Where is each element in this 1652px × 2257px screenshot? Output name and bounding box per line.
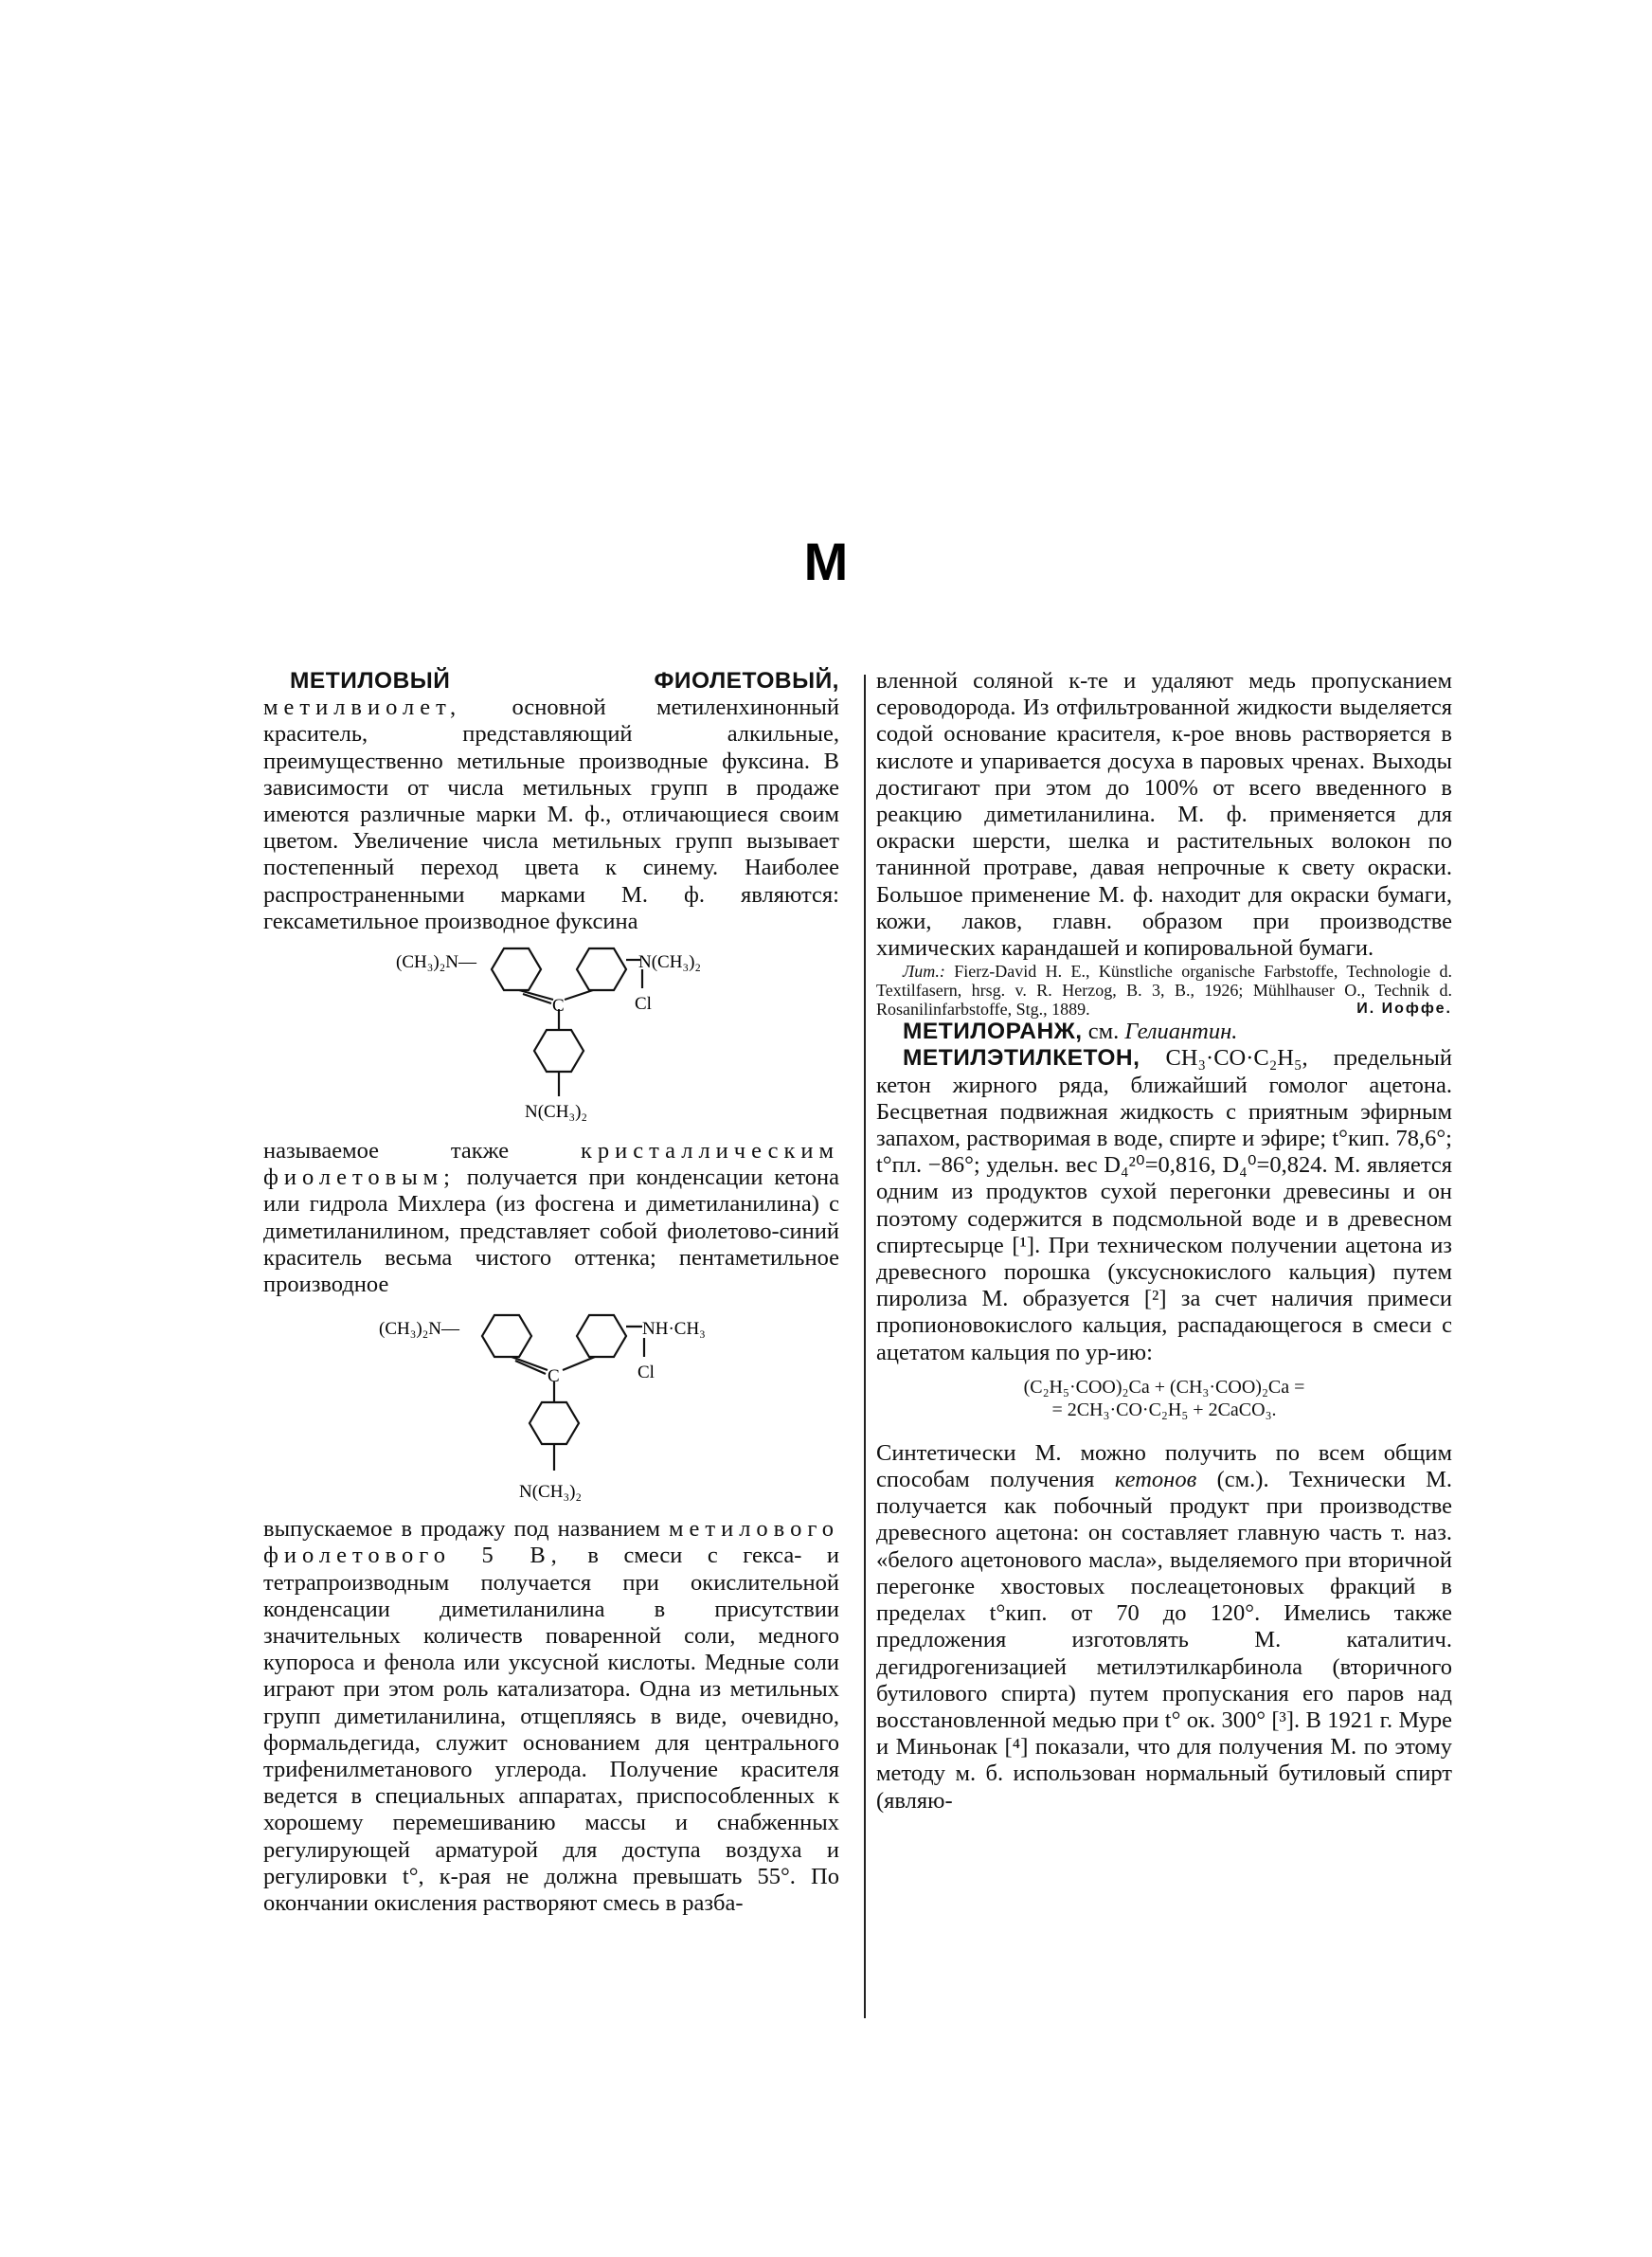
benzene-ring-bottom: [530, 1402, 579, 1444]
entry-heading-metil-violet: МЕТИЛОВЫЙ ФИОЛЕТОВЫЙ,: [290, 668, 839, 694]
paragraph-methyl-violet-5b: выпускаемое в продажу под названием метилового фиолетового 5 B, в смеси с гекса- и тетрапроизводным получается при окислительной конденсации диметиланилина в присутствии значительных количеств поваренной соли, медного купороса и фенола или уксусной кислоты. Медные соли играют при этом роль катализатора. Одна из метильных групп диметиланилина, отщепляясь в виде, очевидно, формальдегида, служит основанием для центрального трифенилметанового углерода. Получение красителя ведется в специальных аппаратах, приспособленных к хорошему перемешиванию массы и снабженных регулирующей арматурой для доступа воздуха и регулировки t°, к-рая не должна превышать 55°. По окончании окисления растворяют смесь в разба-: [263, 1516, 840, 1917]
reaction-equation: [876, 1376, 1452, 1421]
term-spaced: кристаллическим фиолетовым;: [263, 1138, 839, 1191]
literature-block: [876, 962, 1452, 1019]
central-carbon: C: [548, 1366, 560, 1387]
entry-metiloranzh: МЕТИЛОРАНЖ, см. Гелиантин.: [903, 1019, 1238, 1045]
author-signature: И. Иоффе.: [1356, 1001, 1452, 1018]
paragraph-text: основной метиленхинонный краситель, представляющий алкильные, преимущественно метильные производные фуксина. В зависимости от числа метильных групп в продаже имеются различные марки М. ф., отличающиеся своим цветом. Увеличение числа метильных групп вызывает постепенный переход цвета к синему. Наиболее распространенными марками М. ф. являются: гексаметильное производное фуксина: [263, 695, 839, 934]
literature-text: Fierz-David H. E., Künstliche organische Farbstoffe, Technologie d. Textilfasern, hrsg. v. R. Herzog, B. 3, B., 1926; Mühlhauser O., Technik d. Rosanilinfarbstoffe, Stg., 1889.: [876, 962, 1453, 1020]
column-divider: [864, 675, 866, 2018]
chloride-anion: Cl: [637, 1363, 655, 1383]
benzene-ring-left: [492, 948, 541, 990]
cross-reference: кетонов: [1114, 1467, 1197, 1493]
section-letter: М: [803, 532, 849, 591]
structural-formula-pentamethyl: [263, 1302, 839, 1512]
benzene-ring-bottom: [534, 1030, 584, 1072]
group-left: (CH₃)₂N—: [396, 952, 477, 973]
entry-metiletilketon: МЕТИЛЭТИЛКЕТОН, CH₃·CO·C₂H₅, предельный кетон жирного ряда, ближайший гомолог ацетона. Бесцветная подвижная жидкость с приятным эфирным запахом, растворимая в воде, спирте и эфире; t°кип. 78,6°; t°пл. −86°; удельн. вес D₄²⁰=0,816, D₄⁰=0,824. М. является одним из продуктов сухой перегонки древесины и он поэтому содержится в подсмольной воде и в древесном спиртесырце [¹]. При техническом получении ацетона из древесного порошка (уксуснокислого кальция) путем пиролиза М. образуется [²] за счет наличия примеси пропионовокислого кальция, распадающегося в смеси с ацетатом кальция по ур-ию:: [876, 1045, 1452, 1365]
left-column: [263, 668, 839, 1917]
right-column: [876, 668, 1452, 1815]
paragraph-crystal-violet: называемое также кристаллическим фиолетовым; получается при конденсации кетона или гидрола Михлера (из фосгена и диметиланилина) с диметиланилином, представляет собой фиолетово-синий краситель весьма чистого оттенка; пентаметильное производное: [263, 1138, 839, 1298]
benzene-ring-right: [577, 948, 626, 990]
entry-metil-violet-intro: [263, 668, 839, 935]
chloride-anion: Cl: [635, 994, 652, 1015]
structural-formula-hexamethyl: [263, 939, 839, 1134]
literature-label: Лит.:: [903, 962, 945, 982]
paragraph-continuation: вленной соляной к-те и удаляют медь пропусканием сероводорода. Из отфильтрованной жидкости выделяется содой основание красителя, к-рое вновь растворяется в кислоте и упаривается досуха в паровых чренах. Выходы достигают при этом до 100% от всего введенного в реакцию диметиланилина. М. ф. применяется для окраски шерсти, шелка и растительных волокон по танинной протраве, давая непрочные к свету окраски. Большое применение М. ф. находит для окраски бумаги, кожи, лаков, главн. образом при производстве химических карандашей и копировальной бумаги.: [876, 668, 1452, 962]
central-carbon: C: [552, 996, 565, 1017]
group-right: NH·CH₃: [642, 1319, 706, 1340]
equation-line-1: (C₂H₅·COO)₂Ca + (CH₃·COO)₂Ca =: [1023, 1376, 1305, 1398]
term-spaced: метилового фиолетового 5 B,: [263, 1516, 840, 1569]
entry-heading-metiloranzh: МЕТИЛОРАНЖ,: [903, 1019, 1083, 1045]
term-spaced: метилвиолет,: [263, 695, 462, 721]
chemical-formula: CH₃·CO·C₂H₅,: [1165, 1045, 1308, 1072]
benzene-ring-left: [482, 1315, 531, 1357]
group-left: (CH₃)₂N—: [379, 1319, 460, 1340]
group-right: N(CH₃)₂: [638, 952, 702, 973]
paragraph-synthesis: Синтетически М. можно получить по всем общим способам получения кетонов (см.). Технически М. получается как побочный продукт при производстве древесного ацетона: он составляет главную часть т. наз. «белого ацетонового масла», выделяемого при вторичной перегонке хвостовых послеацетоновых фракций в пределах t°кип. от 70 до 120°. Имелись также предложения изготовлять М. каталитич. дегидрогенизацией метилэтилкарбинола (вторичного бутилового спирта) путем пропускания его паров над восстановленной медью при t° ок. 300° [³]. В 1921 г. Муре и Миньонак [⁴] показали, что для получения М. по этому методу м. б. использован нормальный бутиловый спирт (являю-: [876, 1439, 1453, 1814]
entry-heading-metiletilketon: МЕТИЛЭТИЛКЕТОН,: [903, 1045, 1140, 1072]
group-bottom: N(CH₃)₂: [525, 1102, 588, 1123]
equation-line-2: = 2CH₃·CO·C₂H₅ + 2CaCO₃.: [1051, 1399, 1277, 1420]
cross-reference: Гелиантин.: [1124, 1019, 1238, 1045]
benzene-ring-right: [577, 1315, 626, 1357]
group-bottom: N(CH₃)₂: [519, 1482, 583, 1503]
